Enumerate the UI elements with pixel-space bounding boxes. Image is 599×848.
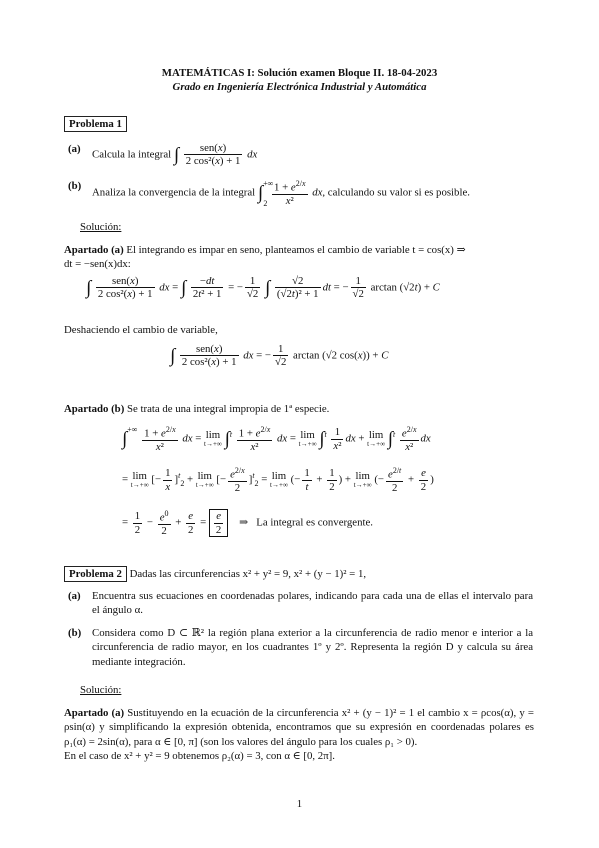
- problem-1-heading: Problema 1: [64, 117, 127, 131]
- apartado-a-intro: Apartado (a) El integrando es impar en seno, planteamos el cambio de variable t = cos(x) ⇒ dt = −sen(x)dx:: [64, 244, 466, 271]
- solution-label-2: Solución:: [80, 684, 122, 696]
- integrand-fraction: $\frac{\text{sen(x)}}{\text{2 cos²(x) + 1}}$: [185, 142, 241, 168]
- equation-improper-3: = $\frac{1}{2}$ − $\frac{e^0}{2}$ + $\frac{e}{2}$ = $\frac{e}{2}$ ⇒ La integral es convergente.: [122, 509, 373, 537]
- part-text-tail: , calculando su valor si es posible.: [322, 186, 470, 199]
- part-label: (a): [68, 143, 81, 155]
- part-label: (b): [68, 180, 82, 192]
- equation-substitution: ∫ $\frac{\text{sen(x)}}{\text{2 cos²(x) + 1}}$ dx = ∫ $\frac{-dt}{\text{2t² + 1}}$ = − $\frac{1}{√2}$ ∫ $\frac{√2}{\text{(√2t)² + 1}}$ dt = − $\frac{1}{√2}$ arctan (√2t) + C: [86, 275, 440, 301]
- problem-2-heading: Problema 2 Dadas las circunferencias x² + y² = 9, x² + (y − 1)² = 1,: [64, 567, 366, 581]
- document-subtitle: Grado en Ingeniería Electrónica Industrial y Automática: [172, 81, 427, 93]
- problem-2-part-a: (a) Encuentra sus ecuaciones en coordenadas polares, indicando para cada una de ellas el intervalo para el ángulo α.: [68, 590, 533, 617]
- equation-improper-2: = lim t→+∞ [− $\frac{1}{x}$ ]$^t_2$ + lim t→+∞ [− $\frac{e^{2/x}}{2}$ ]$^t_2$ = lim t→+∞ (− $\frac{1}{t}$ + $\frac{1}{2}$ ) + lim t→+∞ (− $\frac{e^{2/t}}{2}$ + $\frac{e}{2}$ ): [122, 466, 434, 494]
- equation-improper-1: ∫+∞ $\frac{1 + e^{2/x}}{\text{x²}}$ dx = lim t→+∞ ∫$^t$ $\frac{1 + e^{2/x}}{\text{x²}}$ dx = lim t→+∞ ∫$^t$ $\frac{1}{\text{x²}}$ dx + lim t→+∞ ∫$^t$ $\frac{e^{2/x}}{\text{x²}}$ dx: [122, 425, 431, 453]
- problem-1-part-a: (a) Calcula la integral ∫ $\frac{\text{sen(x)}}{\text{2 cos²(x) + 1}}$ dx: [68, 142, 258, 168]
- boxed-result: $\frac{e}{2}$: [209, 509, 228, 537]
- problem-1-part-b: (b) Analiza la convergencia de la integral $\int^{+\infty}_2$ $\frac{1 + e^{2/x}}{\text{x²}}$ dx, calculando su valor si es posible.: [68, 179, 470, 208]
- problem-2-intro: Dadas las circunferencias x² + y² = 9, x² + (y − 1)² = 1,: [129, 568, 367, 580]
- equation-result-a: ∫ $\frac{\text{sen(x)}}{\text{2 cos²(x) + 1}}$ dx = − $\frac{1}{√2}$ arctan (√2 cos(x)) + C: [170, 343, 389, 369]
- conclusion-text: La integral es convergente.: [256, 516, 373, 529]
- page-number: 1: [296, 798, 303, 810]
- solution-label-1: Solución:: [80, 221, 122, 233]
- problem-2-apartado-a: Apartado (a) Sustituyendo en la ecuación de la circunferencia x² + (y − 1)² = 1 el cambio x = ρcos(α), y = ρsin(α) y simplificando la expresión obtenida, encontramos que su expresión en coordenadas polares es ρ₁(α) = 2sin(α), para α ∈ [0, π] (son los valores del ángulo para los cuales ρ₁ > 0). En el caso de x² + y² = 9 obtenemos ρ₂(α) = 3, con α ∈ [0, 2π].: [64, 707, 534, 762]
- apartado-b-intro: Apartado (b) Se trata de una integral impropia de 1ª especie.: [64, 403, 330, 415]
- part-text: Calcula la integral: [92, 148, 172, 161]
- document-title: MATEMÁTICAS I: Solución examen Bloque II. 18-04-2023: [161, 67, 438, 79]
- undo-change-text: Deshaciendo el cambio de variable,: [64, 324, 218, 336]
- problem-2-part-b: (b) Considera como D ⊂ ℝ² la región plana exterior a la circunferencia de radio menor e interior a la circunferencia de radio mayor, en los cuadrantes 1º y 2º. Representa la región D y calcula su área mediante integración.: [68, 627, 533, 668]
- part-text: Analiza la convergencia de la integral: [92, 186, 256, 199]
